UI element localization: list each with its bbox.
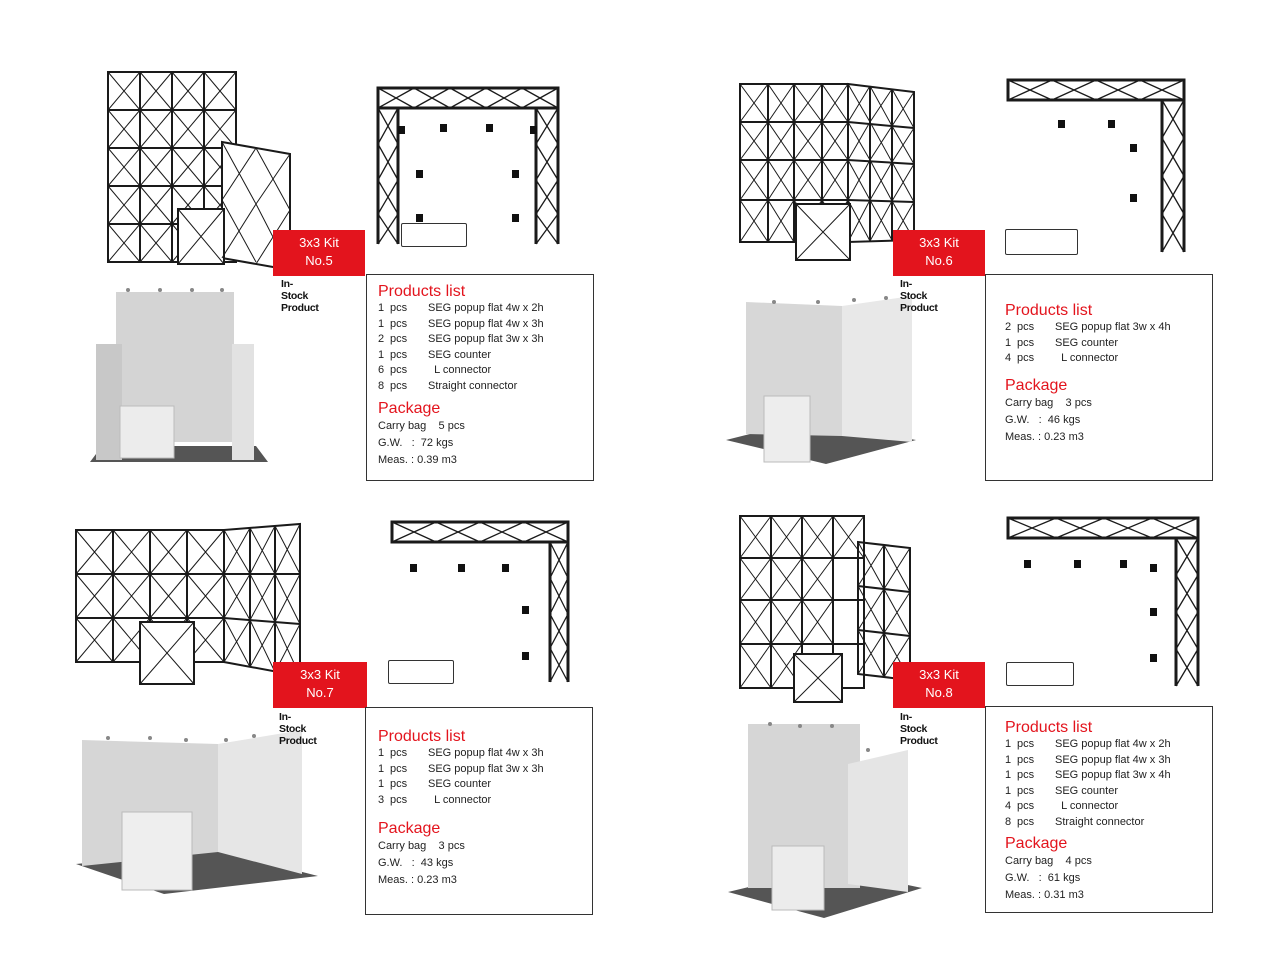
info-box [985,274,1213,481]
product-row: 1 pcs SEG popup flat 4w x 3h [1005,753,1171,766]
kit-badge-line2: No.7 [306,685,334,700]
product-row: 1 pcs SEG popup flat 3w x 4h [1005,769,1171,782]
product-row: 1 pcs SEG popup flat 4w x 2h [1005,738,1171,750]
product-row: 2 pcs SEG popup flat 3w x 4h [1005,321,1171,333]
label-placeholder [1006,662,1074,686]
package-line: G.W. : 46 kgs [1005,413,1081,426]
package-line: Meas. : 0.39 m3 [378,453,457,466]
product-row: 1 pcs SEG counter [378,348,491,361]
kit-badge [273,230,365,276]
in-stock-label: In-Stock Product [281,278,319,314]
products-heading: Products list [378,728,466,745]
info-box [985,706,1213,913]
product-row: 2 pcs SEG popup flat 3w x 3h [378,333,544,346]
in-stock-label: In-Stock Product [900,711,938,747]
package-line: Meas. : 0.31 m3 [1005,888,1084,901]
product-row: 1 pcs SEG counter [1005,336,1118,349]
product-row: 1 pcs SEG counter [1005,784,1118,797]
product-row: 3 pcs L connector [378,793,492,806]
package-line: Meas. : 0.23 m3 [1005,430,1084,443]
package-line: Carry bag 3 pcs [1005,396,1092,409]
products-heading: Products list [378,283,466,300]
package-line: G.W. : 43 kgs [378,857,454,870]
kit-badge-line2: No.5 [305,253,333,268]
kit-badge-line2: No.8 [925,685,953,700]
kit-badge-line2: No.6 [925,253,953,268]
product-row: 1 pcs SEG popup flat 4w x 3h [378,317,544,330]
package-heading: Package [1005,376,1068,394]
package-heading: Package [378,399,441,417]
kit-badge-line1: 3x3 Kit [300,667,340,682]
package-line: Carry bag 4 pcs [1005,854,1092,867]
booth-render-icon [88,282,268,472]
in-stock-label: In-Stock Product [900,278,938,314]
package-line: Carry bag 3 pcs [378,840,465,853]
package-heading: Package [378,820,441,838]
product-row: 1 pcs SEG popup flat 4w x 2h [378,302,544,314]
package-line: Meas. : 0.23 m3 [378,874,457,887]
product-row: 8 pcs Straight connector [1005,815,1145,828]
product-row: 6 pcs L connector [378,364,492,377]
label-placeholder [401,223,467,247]
info-box [366,274,594,481]
kit-badge-line1: 3x3 Kit [919,667,959,682]
booth-render-icon [728,720,924,920]
products-heading: Products list [1005,719,1093,736]
kit-badge-line1: 3x3 Kit [299,235,339,250]
product-row: 1 pcs SEG popup flat 4w x 3h [378,747,544,759]
product-row: 8 pcs Straight connector [378,379,518,392]
package-line: Carry bag 5 pcs [378,419,465,432]
kit-badge-line1: 3x3 Kit [919,235,959,250]
product-row: 1 pcs SEG counter [378,778,491,791]
kit-badge [893,230,985,276]
truss-frame-icon [100,64,300,274]
products-heading: Products list [1005,302,1093,319]
kit-badge [893,662,985,708]
in-stock-label: In-Stock Product [279,711,317,747]
booth-render-icon [726,292,916,472]
package-heading: Package [1005,834,1068,852]
info-box [365,707,593,915]
package-line: G.W. : 61 kgs [1005,871,1081,884]
product-row: 4 pcs L connector [1005,800,1119,813]
booth-render-icon [76,726,320,896]
kit-badge [273,662,367,708]
product-row: 4 pcs L connector [1005,352,1119,365]
package-line: G.W. : 72 kgs [378,436,454,449]
label-placeholder [1005,229,1078,255]
label-placeholder [388,660,454,684]
product-row: 1 pcs SEG popup flat 3w x 3h [378,762,544,775]
